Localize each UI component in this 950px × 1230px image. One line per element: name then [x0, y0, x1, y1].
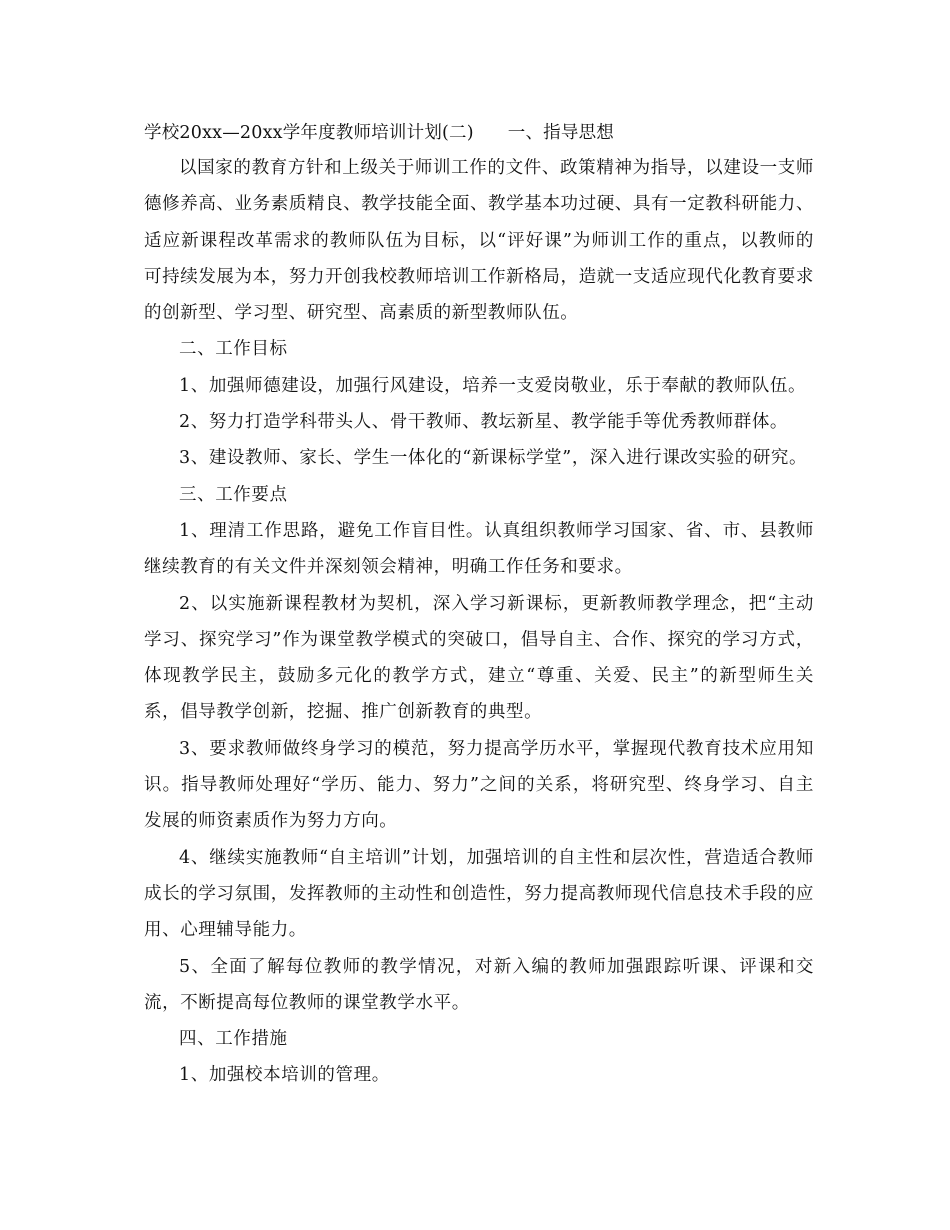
paragraph-guiding-ideology: 以国家的教育方针和上级关于师训工作的文件、政策精神为指导，以建设一支师德修养高、业务素质精良、教学技能全面、教学基本功过硬、具有一定教科研能力、适应新课程改革需求的教师队伍为目标，以“评好课”为师训工作的重点，以教师的可持续发展为本，努力开创我校教师培训工作新格局，造就一支适应现代化教育要求的创新型、学习型、研究型、高素质的新型教师队伍。	[144, 158, 814, 324]
paragraph-point-3: 3、要求教师做终身学习的模范，努力提高学历水平，掌握现代教育技术应用知识。指导教师处理好“学历、能力、努力”之间的关系，将研究型、终身学习、自主发展的师资素质作为努力方向。	[144, 738, 814, 832]
document-title: 学校20xx—20xx学年度教师培训计划(二)	[144, 123, 474, 143]
title-line	[144, 116, 814, 150]
paragraph-goal-2: 2、努力打造学科带头人、骨干教师、教坛新星、教学能手等优秀教师群体。	[179, 412, 789, 433]
section-heading-guiding-ideology: 一、指导思想	[507, 123, 614, 143]
paragraph-goal-3: 3、建设教师、家长、学生一体化的“新课标学堂”，深入进行课改实验的研究。	[179, 448, 808, 469]
paragraph-point-5: 5、全面了解每位教师的教学情况，对新入编的教师加强跟踪听课、评课和交流，不断提高每位教师的课堂教学水平。	[144, 956, 814, 1013]
document-body	[144, 116, 814, 1094]
paragraph-goal-1: 1、加强师德建设，加强行风建设，培养一支爱岗敬业，乐于奉献的教师队伍。	[179, 375, 807, 396]
section-heading-work-goals: 二、工作目标	[179, 339, 288, 360]
paragraph-measure-1: 1、加强校本培训的管理。	[179, 1065, 390, 1086]
paragraph-point-1: 1、理清工作思路，避免工作盲目性。认真组织教师学习国家、省、市、县教师继续教育的有关文件并深刻领会精神，明确工作任务和要求。	[144, 520, 814, 578]
paragraph-point-2: 2、以实施新课程教材为契机，深入学习新课标，更新教师教学理念，把“主动学习、探究学习”作为课堂教学模式的突破口，倡导自主、合作、探究的学习方式，体现教学民主，鼓励多元化的教学方式，建立“尊重、关爱、民主”的新型师生关系，倡导教学创新，挖掘、推广创新教育的典型。	[144, 593, 814, 723]
paragraph-point-4: 4、继续实施教师“自主培训”计划，加强培训的自主性和层次性，营造适合教师成长的学习氛围，发挥教师的主动性和创造性，努力提高教师现代信息技术手段的应用、心理辅导能力。	[144, 847, 814, 941]
section-heading-work-measures: 四、工作措施	[179, 1029, 288, 1050]
section-heading-work-points: 三、工作要点	[179, 484, 288, 505]
